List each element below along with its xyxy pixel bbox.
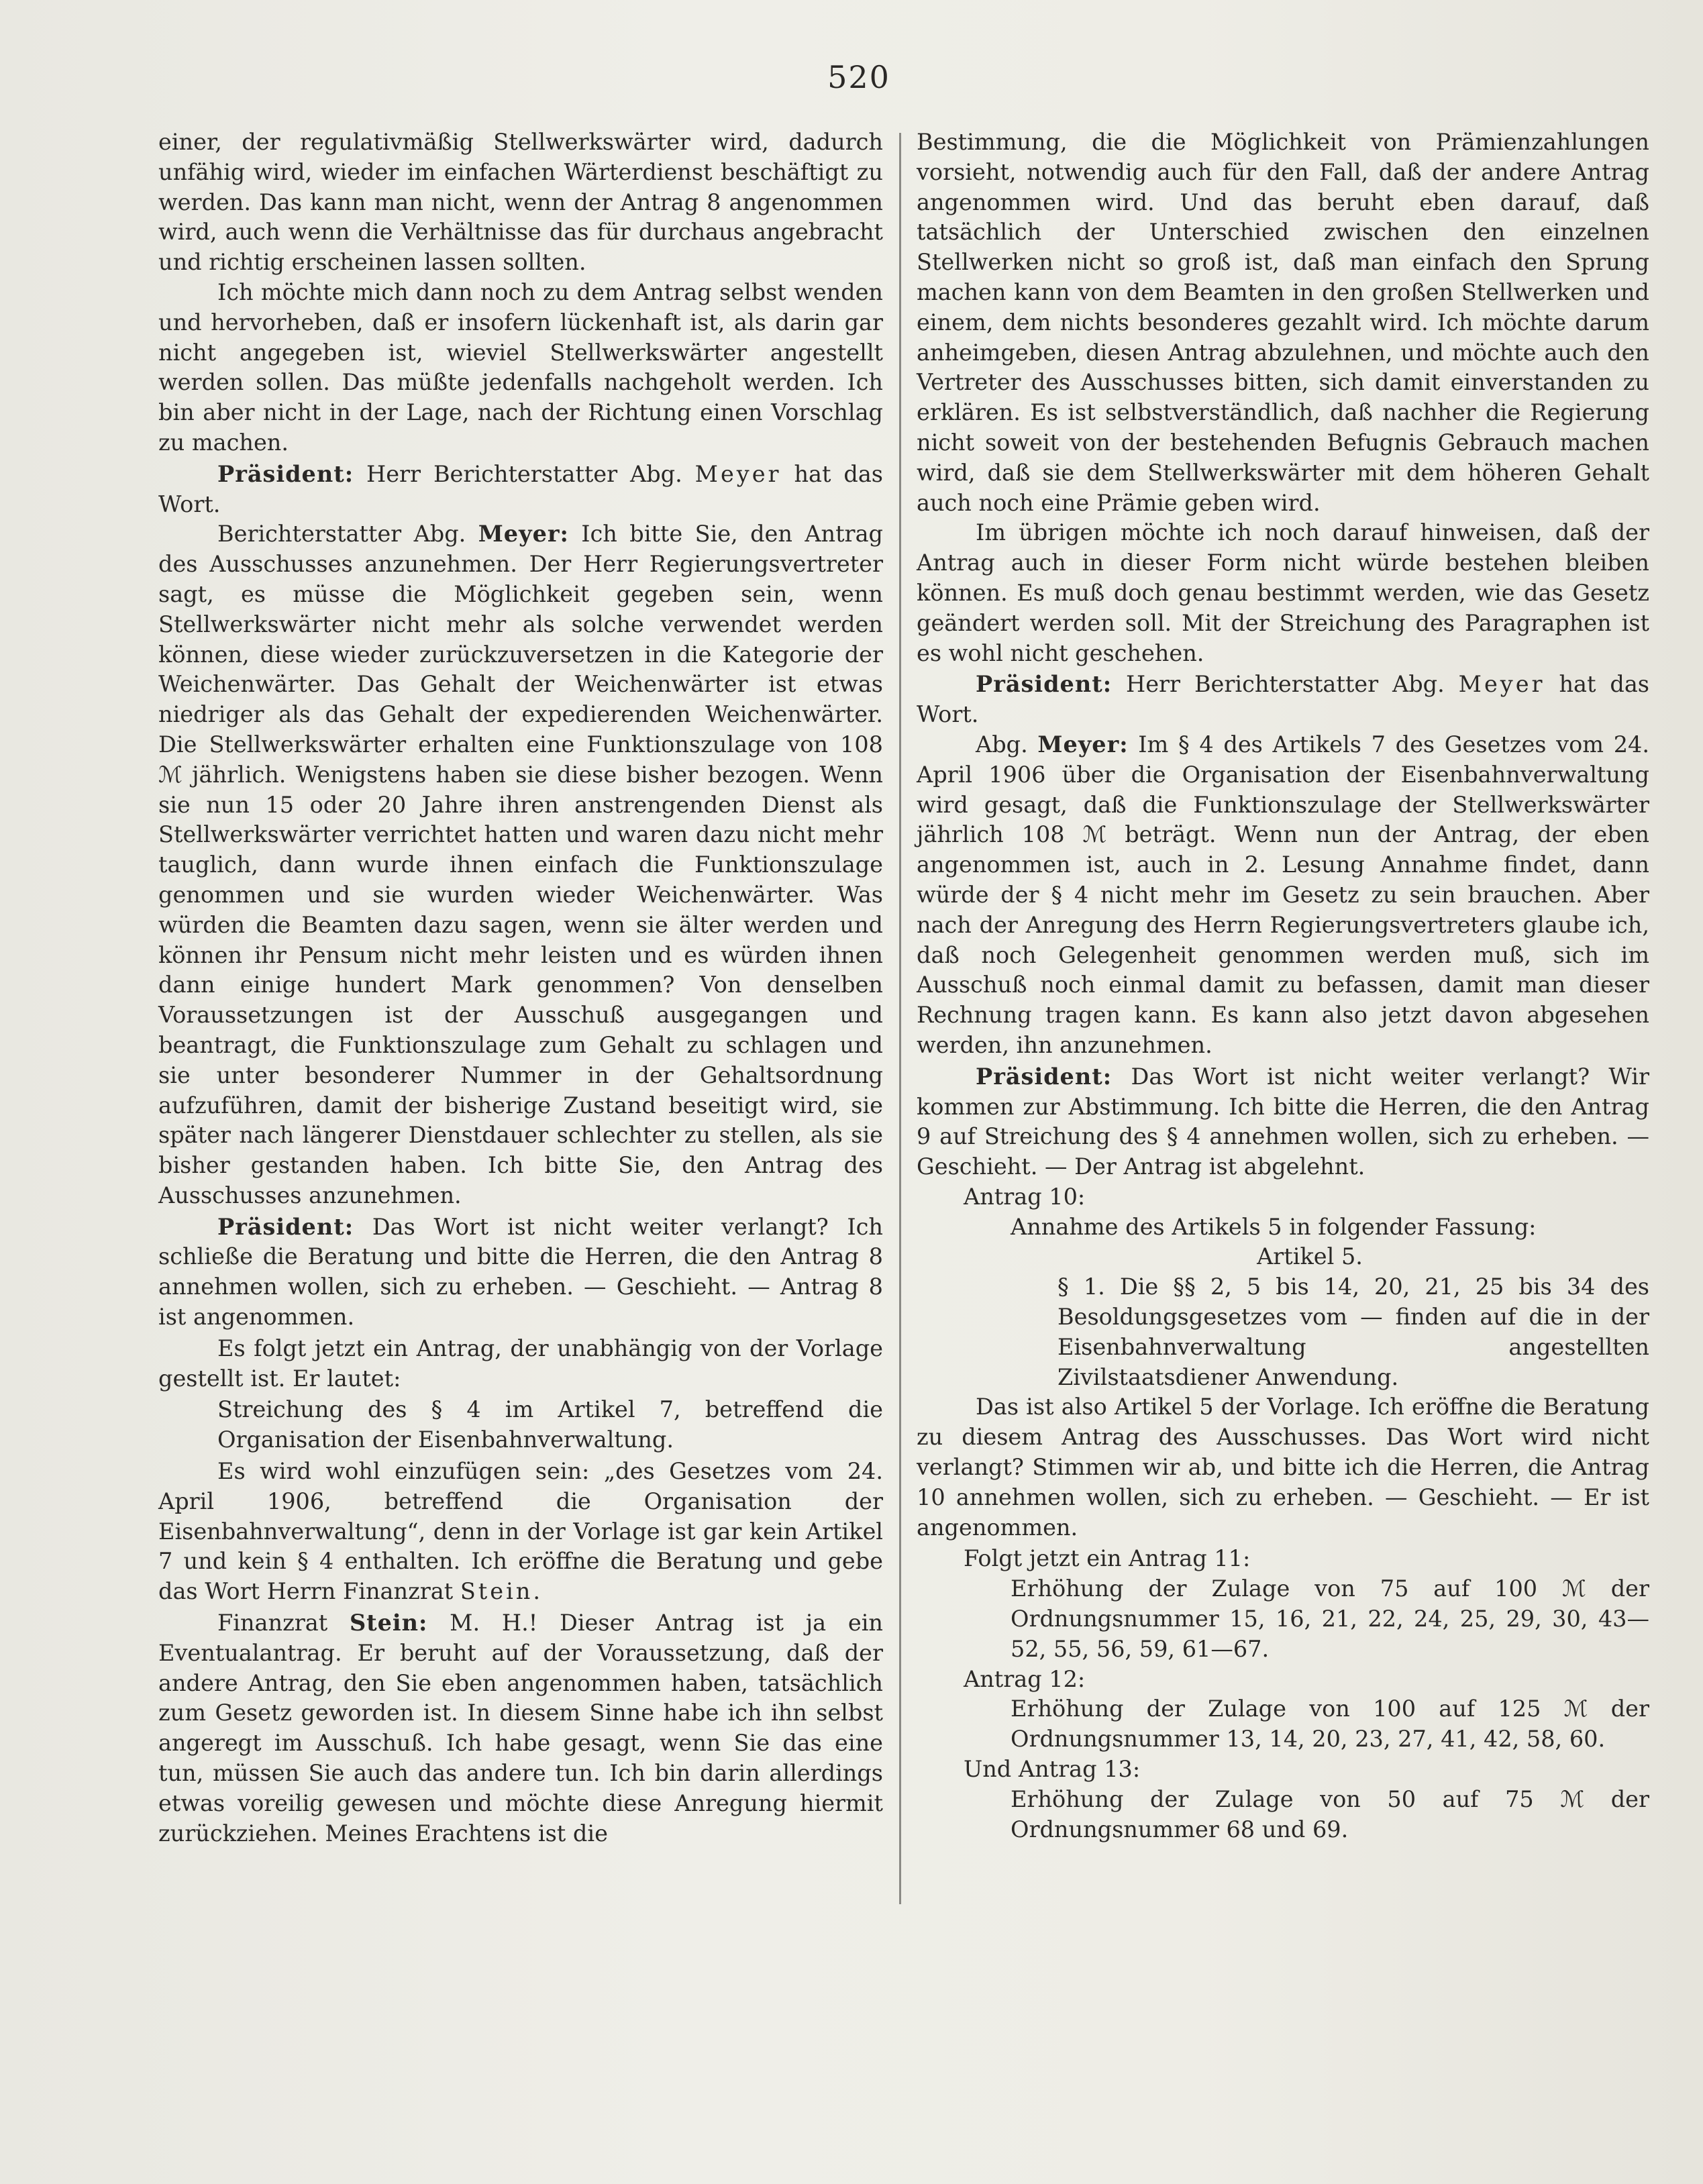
motion-heading: Und Antrag 13: [964,1756,1141,1783]
motion-text: Erhöhung der Zulage von 50 auf 75 ℳ der Ordnungsnummer 68 und 69. [1011,1785,1649,1842]
left-column [158,127,883,1849]
speech-president: Präsident: Herr Berichterstatter Abg. Meyer hat das Wort. [917,671,1649,728]
speech-president: Präsident: Das Wort ist nicht weiter verlangt? Wir kommen zur Abstimmung. Ich bitte die Herren, die den Antrag 9 auf Streichung des § 4 annehmen wollen, sich zu erheben. — Geschieht. — Der Antrag ist abgelehnt. [917,1063,1649,1180]
motion-heading: Antrag 10: [964,1183,1086,1210]
speaker-label: Präsident: [976,1063,1113,1090]
speaker-label: Meyer: [1037,731,1129,758]
speaker-name: Stein [460,1578,533,1605]
right-column [917,127,1649,1844]
speaker-label: Präsident: [217,460,354,487]
motion-text: Annahme des Artikels 5 in folgender Fassung: [1011,1213,1537,1240]
motion-text: Erhöhung der Zulage von 75 auf 100 ℳ der Ordnungsnummer 15, 16, 21, 22, 24, 25, 29, 30, 43—52, 55, 56, 59, 61—67. [1011,1575,1649,1662]
article-title: Artikel 5. [1257,1243,1363,1270]
speaker-name: Meyer [1458,671,1545,698]
paragraph-continuation: einer, der regulativmäßig Stellwerkswärter wird, dadurch unfähig wird, wieder im einfachen Wärterdienst beschäftigt zu werden. Das kann man nicht, wenn der Antrag 8 angenommen wird, auch wenn die Verhältnisse das für durchaus angebracht und richtig erscheinen lassen sollten. [158,129,883,276]
article-paragraph: § 1. Die §§ 2, 5 bis 14, 20, 21, 25 bis 34 des Besoldungsgesetzes vom — finden auf die in der Eisenbahnverwaltung angestellten Zivilstaatsdiener Anwendung. [1057,1273,1649,1390]
paragraph: Es folgt jetzt ein Antrag, der unabhängig von der Vorlage gestellt ist. Er lautet: [158,1335,883,1392]
speaker-label: Präsident: [976,671,1113,698]
speech-meyer: Abg. Meyer: Im § 4 des Artikels 7 des Gesetzes vom 24. April 1906 über die Organisation der Eisenbahnverwaltung wird gesagt, daß die Funktionszulage der Stellwerkswärter jährlich 108 ℳ beträgt. Wenn nun der Antrag, der eben angenommen ist, auch in 2. Lesung Annahme findet, dann würde der § 4 nicht mehr im Gesetz zu sein brauchen. Aber nach der Anregung des Herrn Regierungsvertreters glaube ich, daß noch Gelegenheit genommen werden muß, sich im Ausschuß noch einmal damit zu befassen, damit man dieser Rechnung tragen kann. Es kann also jetzt davon abgesehen werden, ihn anzunehmen. [917,731,1649,1058]
speaker-name: Meyer [694,460,782,487]
motion-text: Erhöhung der Zulage von 100 auf 125 ℳ der Ordnungsnummer 13, 14, 20, 23, 27, 41, 42, 58, 60. [1011,1696,1649,1753]
paragraph-continuation: Bestimmung, die die Möglichkeit von Prämienzahlungen vorsieht, notwendig auch für den Fall, daß der andere Antrag angenommen wird. Und das beruht eben darauf, daß tatsächlich der Unterschied zwischen den einzelnen Stellwerken nicht so groß ist, daß man einfach den Sprung machen kann von dem Beamten in den großen Stellwerken und einem, dem nichts besonderes gezahlt wird. Ich möchte darum anheimgeben, diesen Antrag abzulehnen, und möchte auch den Vertreter des Ausschusses bitten, sich damit einverstanden zu erklären. Es ist selbstverständlich, daß nachher die Regierung nicht soweit von der bestehenden Befugnis Gebrauch machen wird, daß sie dem Stellwerkswärter mit dem höheren Gehalt auch noch eine Prämie geben wird. [917,129,1649,516]
paragraph: Im übrigen möchte ich noch darauf hinweisen, daß der Antrag auch in dieser Form nicht würde bestehen bleiben können. Es muß doch genau bestimmt werden, wie das Gesetz geändert werden soll. Mit der Streichung des Paragraphen ist es wohl nicht geschehen. [917,519,1649,666]
motion-text: Streichung des § 4 im Artikel 7, betreffend die Organisation der Eisenbahnverwaltung. [217,1396,883,1453]
motion-heading: Folgt jetzt ein Antrag 11: [964,1545,1251,1572]
paragraph: Ich möchte mich dann noch zu dem Antrag selbst wenden und hervorheben, daß er insofern lückenhaft ist, als darin gar nicht angegeben ist, wieviel Stellwerkswärter angestellt werden sollen. Das müßte jedenfalls nachgeholt werden. Ich bin aber nicht in der Lage, nach der Richtung einen Vorschlag zu machen. [158,278,883,456]
speaker-label: Präsident: [217,1213,354,1240]
motion-heading: Antrag 12: [964,1665,1086,1692]
speech-stein: Finanzrat Stein: M. H.! Dieser Antrag ist ja ein Eventualantrag. Er beruht auf der Voraussetzung, daß der andere Antrag, den Sie eben angenommen haben, tatsächlich zum Gesetz geworden ist. In diesem Sinne habe ich ihn selbst angeregt im Ausschuß. Ich habe gesagt, wenn Sie das eine tun, müssen Sie auch das andere tun. Ich bin darin allerdings etwas voreilig gewesen und möchte diese Anregung hiermit zurückziehen. Meines Erachtens ist die [158,1610,884,1847]
speaker-label: Meyer: [478,521,569,548]
speech-meyer: Berichterstatter Abg. Meyer: Ich bitte Sie, den Antrag des Ausschusses anzunehmen. Der Herr Regierungsvertreter sagt, es müsse die Möglichkeit gegeben sein, wenn Stellwerkswärter nicht mehr als solche verwendet werden können, diese wieder zurückzuversetzen in die Kategorie der Weichenwärter. Das Gehalt der Weichenwärter ist etwas niedriger als das Gehalt der expedierenden Weichenwärter. Die Stellwerkswärter erhalten eine Funktionszulage von 108 ℳ jährlich. Wenigstens haben sie diese bisher bezogen. Wenn sie nun 15 oder 20 Jahre ihren anstrengenden Dienst als Stellwerkswärter verrichtet hatten und waren dazu nicht mehr tauglich, dann wurde ihnen einfach die Funktionszulage genommen und sie wurden wieder Weichenwärter. Was würden die Beamten dazu sagen, wenn sie älter werden und können ihr Pensum nicht mehr leisten und es würden ihnen dann einige hundert Mark genommen? Von denselben Voraussetzungen ist der Ausschuß ausgegangen und beantragt, die Funktionszulage zum Gehalt zu schlagen und sie unter besonderer Nummer in der Gehaltsordnung aufzuführen, damit der bisherige Zustand beseitigt wird, sie später nach längerer Dienstdauer schlechter zu stellen, als sie bisher gestanden haben. Ich bitte Sie, den Antrag des Ausschusses anzunehmen. [158,521,883,1208]
speaker-label: Stein: [349,1610,428,1636]
speech-president: Präsident: Herr Berichterstatter Abg. Meyer hat das Wort. [158,460,883,517]
column-divider [899,133,901,1904]
paragraph: Es wird wohl einzufügen sein: „des Gesetzes vom 24. April 1906, betreffend die Organisation der Eisenbahnverwaltung“, denn in der Vorlage ist gar kein Artikel 7 und kein § 4 enthalten. Ich eröffne die Beratung und gebe das Wort Herrn Finanzrat Stein. [158,1458,883,1605]
page-number: 520 [827,59,890,95]
speech-president: Präsident: Das Wort ist nicht weiter verlangt? Ich schließe die Beratung und bitte die Herren, die den Antrag 8 annehmen wollen, sich zu erheben. — Geschieht. — Antrag 8 ist angenommen. [158,1213,883,1331]
paragraph: Das ist also Artikel 5 der Vorlage. Ich eröffne die Beratung zu diesem Antrag des Ausschusses. Das Wort wird nicht verlangt? Stimmen wir ab, und bitte ich die Herren, die Antrag 10 annehmen wollen, sich zu erheben. — Geschieht. — Er ist angenommen. [917,1394,1649,1541]
